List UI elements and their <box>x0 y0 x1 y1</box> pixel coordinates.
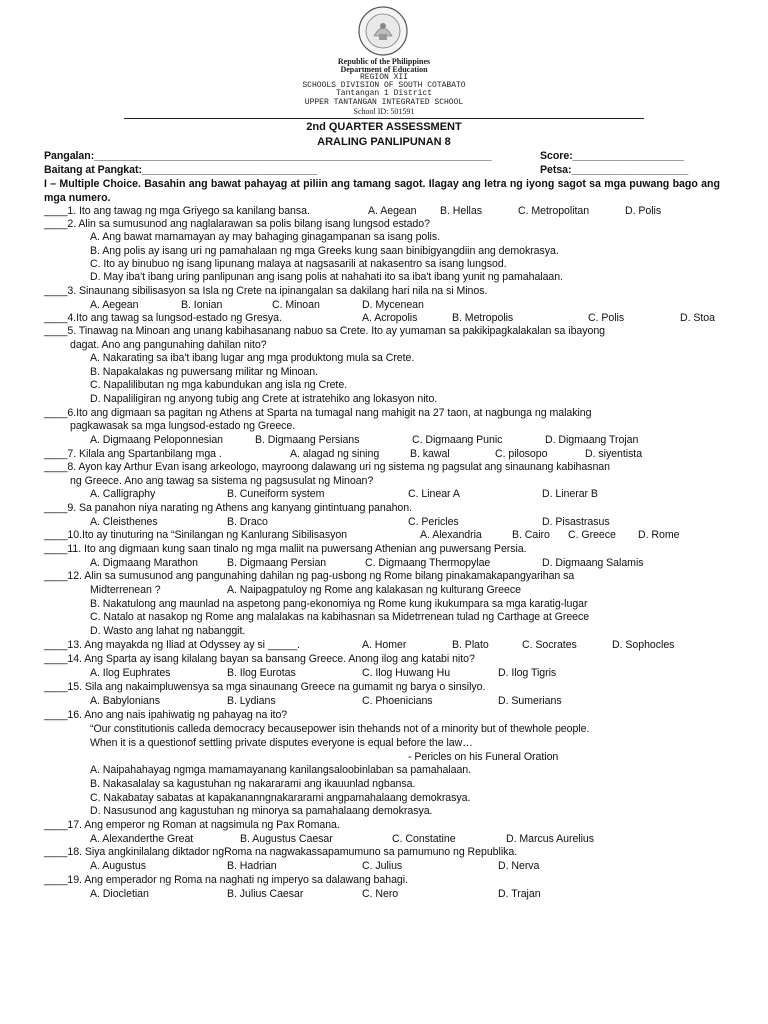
q11-stem: ____11. Ito ang digmaan kung saan tinalo ng mga maliit na puwersang Athenian ang puwersang Persia. <box>44 543 527 555</box>
q11-choice-d: D. Digmaang Salamis <box>542 557 644 569</box>
q7-choice-a: A. alagad ng sining <box>290 448 380 460</box>
q19-choice-a: A. Diocletian <box>90 888 149 900</box>
q2-stem: ____2. Alin sa sumusunod ang naglalarawan sa polis bilang isang lungsod estado? <box>44 218 430 230</box>
q4-choice-d: D. Stoa <box>680 312 715 324</box>
q16-choice-c: C. Nakabatay sabatas at kapakananngnakararami angpamahalaang demokrasya. <box>90 792 471 804</box>
q1-choice-c: C. Metropolitan <box>518 205 590 217</box>
q18-choice-c: C. Julius <box>362 860 403 872</box>
q13-choice-a: A. Homer <box>362 639 407 651</box>
q2-choice-b: B. Ang polis ay isang uri ng pamahalaan ng mga Greeks kung saan binibigyangdiin ang demokrasya. <box>90 245 559 257</box>
q18-choice-b: B. Hadrian <box>227 860 277 872</box>
q7-stem: ____7. Kilala ang Spartanbilang mga . <box>44 448 222 460</box>
q6-choice-d: D. Digmaang Trojan <box>545 434 639 446</box>
q16-choice-d: D. Nasusunod ang kagustuhan ng minorya sa pamahalaang demokrasya. <box>90 805 433 817</box>
q16-attribution: - Pericles on his Funeral Oration <box>408 751 559 763</box>
q16-stem: ____16. Ano ang nais ipahiwatig ng pahayag na ito? <box>44 709 288 721</box>
q6-stem: ____6.Ito ang digmaan sa pagitan ng Athens at Sparta na tumagal nang mahigit na 27 taon, at nagbunga ng malaking <box>44 407 592 419</box>
q10-choice-c: C. Greece <box>568 529 616 541</box>
q8-choice-b: B. Cuneiform system <box>227 488 325 500</box>
q1-choice-a: A. Aegean <box>368 205 417 217</box>
q10-stem: ____10.Ito ay tinuturing na “Sinilangan ng Kanlurang Sibilisasyon <box>44 529 348 541</box>
q3-stem: ____3. Sinaunang sibilisasyon sa Isla ng Crete na ipinangalan sa dakilang hari nila na si Minos. <box>44 285 488 297</box>
q15-choice-b: B. Lydians <box>227 695 276 707</box>
q5-stem: ____5. Tinawag na Minoan ang unang kabihasanang nabuo sa Crete. Ito ay yumaman sa pakikipagkalakalan sa ibayong <box>44 325 606 337</box>
q18-choice-a: A. Augustus <box>90 860 146 872</box>
q10-choice-d: D. Rome <box>638 529 680 541</box>
q3-choice-a: A. Aegean <box>90 299 139 311</box>
q16-choice-b: B. Nakasalalay sa kagustuhan ng nakararami ang ikauunlad ngbansa. <box>90 778 416 790</box>
q19-choice-d: D. Trajan <box>498 888 541 900</box>
q16-choice-a: A. Naipahahayag ngmga mamamayanang kanilangsaloobinlaban sa pamahalaan. <box>90 764 472 776</box>
q5-choice-b: B. Napakalakas ng puwersang militar ng Minoan. <box>90 366 318 378</box>
q14-choice-a: A. Ilog Euphrates <box>90 667 171 679</box>
q12-choice-d: D. Wasto ang lahat ng nabanggit. <box>90 625 246 637</box>
q9-choice-b: B. Draco <box>227 516 268 528</box>
score-field[interactable]: Score:___________________ <box>540 150 684 162</box>
q3-choice-d: D. Mycenean <box>362 299 424 311</box>
q7-choice-b: B. kawal <box>410 448 450 460</box>
q2-choice-a: A. Ang bawat mamamayan ay may bahaging ginagampanan sa isang polis. <box>90 231 440 243</box>
q11-choice-c: C. Digmaang Thermopylae <box>365 557 491 569</box>
header-school-id: School ID: 501591 <box>353 107 415 116</box>
pangalan-field[interactable]: Pangalan:____________________________________________________________________ <box>44 150 492 162</box>
instructions: I – Multiple Choice. Basahin ang bawat pahayag at piliin ang tamang sagot. Ilagay ang letra ng iyong sagot sa mga puwang bago ang mga numero. <box>44 178 720 204</box>
q16-quote-line2: When it is a questionof settling private disputes everyone is equal before the law… <box>90 737 473 749</box>
q15-choice-d: D. Sumerians <box>498 695 562 707</box>
subject-title: ARALING PANLIPUNAN 8 <box>317 136 451 148</box>
q4-stem: ____4.Ito ang tawag sa lungsod-estado ng Gresya. <box>44 312 282 324</box>
q14-choice-d: D. Ilog Tigris <box>498 667 557 679</box>
q12-stem-cont: Midterrenean ? <box>90 584 161 596</box>
q9-choice-a: A. Cleisthenes <box>90 516 158 528</box>
q2-choice-d: D. May iba't ibang uring panlipunan ang isang polis at nahahati ito sa iba't ibang yunit ng pamahalaan. <box>90 271 564 283</box>
q5-choice-d: D. Napaliligiran ng anyong tubig ang Crete at istratehiko ang lokasyon nito. <box>90 393 438 405</box>
header-school: UPPER TANTANGAN INTEGRATED SCHOOL <box>304 98 464 107</box>
q1-stem: ____1. Ito ang tawag ng mga Griyego sa kanilang bansa. <box>44 205 310 217</box>
q17-choice-c: C. Constatine <box>392 833 456 845</box>
deped-seal-logo <box>358 6 408 56</box>
q9-choice-c: C. Pericles <box>408 516 459 528</box>
q19-choice-b: B. Julius Caesar <box>227 888 304 900</box>
q7-choice-c: C. pilosopo <box>495 448 548 460</box>
q10-choice-a: A. Alexandria <box>420 529 482 541</box>
q12-stem: ____12. Alin sa sumusunod ang pangunahing dahilan ng pag-usbong ng Rome bilang pinakamakapangyarihan sa <box>44 570 575 582</box>
baitang-field[interactable]: Baitang at Pangkat:______________________________ <box>44 164 318 176</box>
q7-choice-d: D. siyentista <box>585 448 643 460</box>
q12-choice-b: B. Nakatulong ang maunlad na aspetong pang-ekonomiya ng Rome kung ikukumpara sa mga karatig-lugar <box>90 598 588 610</box>
q8-stem: ____8. Ayon kay Arthur Evan isang arkeologo, mayroong dalawang uri ng sistema ng pagsulat ang sinaunang kabihasnan <box>44 461 610 473</box>
q13-choice-d: D. Sophocles <box>612 639 675 651</box>
q8-choice-d: D. Linerar B <box>542 488 598 500</box>
q12-choice-c: C. Natalo at nasakop ng Rome ang malalakas na kabihasnan sa Midetrrenean tulad ng Carthage at Greece <box>90 611 590 623</box>
q8-choice-a: A. Calligraphy <box>90 488 156 500</box>
q15-choice-c: C. Phoenicians <box>362 695 433 707</box>
q19-choice-c: C. Nero <box>362 888 399 900</box>
q9-choice-d: D. Pisastrasus <box>542 516 610 528</box>
q5-stem-cont: dagat. Ano ang pangunahing dahilan nito? <box>70 339 267 351</box>
q1-choice-b: B. Hellas <box>440 205 482 217</box>
q17-choice-b: B. Augustus Caesar <box>240 833 333 845</box>
q14-stem: ____14. Ang Sparta ay isang kilalang bayan sa bansang Greece. Anong ilog ang katabi nito? <box>44 653 475 665</box>
q1-choice-d: D. Polis <box>625 205 662 217</box>
q6-stem-cont: pagkawasak sa mga lungsod-estado ng Greece. <box>70 420 296 432</box>
q15-choice-a: A. Babylonians <box>90 695 160 707</box>
q2-choice-c: C. Ito ay binubuo ng isang lipunang malaya at nagsasarili at nakasentro sa isang lungsod. <box>90 258 507 270</box>
q16-quote-line1: “Our constitutionis calleda democracy becausepower isin thehands not of a minority but of thewhole people. <box>90 723 590 735</box>
q12-choice-a: A. Naipagpatuloy ng Rome ang kalakasan ng kulturang Greece <box>227 584 521 596</box>
q5-choice-a: A. Nakarating sa iba't ibang lugar ang mga produktong mula sa Crete. <box>90 352 415 364</box>
q18-stem: ____18. Siya angkinilalang diktador ngRoma na nagwakassapamumuno sa pamumuno ng Republika. <box>44 846 518 858</box>
q13-choice-b: B. Plato <box>452 639 489 651</box>
q3-choice-b: B. Ionian <box>181 299 223 311</box>
q3-choice-c: C. Minoan <box>272 299 320 311</box>
petsa-field[interactable]: Petsa:____________________ <box>540 164 689 176</box>
q17-choice-a: A. Alexanderthe Great <box>90 833 194 845</box>
q8-stem-cont: ng Greece. Ano ang tawag sa sistema ng pagsusulat ng Minoan? <box>70 475 374 487</box>
q17-stem: ____17. Ang emperor ng Roman at nagsimula ng Pax Romana. <box>44 819 340 831</box>
q10-choice-b: B. Cairo <box>512 529 550 541</box>
q15-stem: ____15. Sila ang nakaimpluwensya sa mga sinaunang Greece na gumamit ng barya o sinsilyo. <box>44 681 486 693</box>
q4-choice-a: A. Acropolis <box>362 312 418 324</box>
q6-choice-b: B. Digmaang Persians <box>255 434 360 446</box>
q4-choice-b: B. Metropolis <box>452 312 514 324</box>
q11-choice-b: B. Digmaang Persian <box>227 557 327 569</box>
header-region: REGION XII <box>359 73 408 82</box>
q14-choice-b: B. Ilog Eurotas <box>227 667 296 679</box>
q9-stem: ____9. Sa panahon niya narating ng Athens ang kanyang gintintuang panahon. <box>44 502 412 514</box>
header-divider <box>124 118 644 119</box>
q13-stem: ____13. Ang mayakda ng Iliad at Odyssey ay si _____. <box>44 639 300 651</box>
q8-choice-c: C. Linear A <box>408 488 460 500</box>
header-department: Department of Education <box>340 65 428 74</box>
header-district: Tantangan 1 District <box>335 89 432 98</box>
q4-choice-c: C. Polis <box>588 312 625 324</box>
q18-choice-d: D. Nerva <box>498 860 540 872</box>
q13-choice-c: C. Socrates <box>522 639 577 651</box>
q14-choice-c: C. Ilog Huwang Hu <box>362 667 451 679</box>
q6-choice-a: A. Digmaang Peloponnesian <box>90 434 224 446</box>
q5-choice-c: C. Napalilibutan ng mga kabundukan ang isla ng Crete. <box>90 379 348 391</box>
q11-choice-a: A. Digmaang Marathon <box>90 557 198 569</box>
q6-choice-c: C. Digmaang Punic <box>412 434 503 446</box>
q17-choice-d: D. Marcus Aurelius <box>506 833 594 845</box>
q19-stem: ____19. Ang emperador ng Roma na naghati ng imperyo sa dalawang bahagi. <box>44 874 408 886</box>
header-division: SCHOOLS DIVISION OF SOUTH COTABATO <box>302 81 466 90</box>
header-republic: Republic of the Philippines <box>337 57 431 66</box>
assessment-title: 2nd QUARTER ASSESSMENT <box>306 121 462 133</box>
